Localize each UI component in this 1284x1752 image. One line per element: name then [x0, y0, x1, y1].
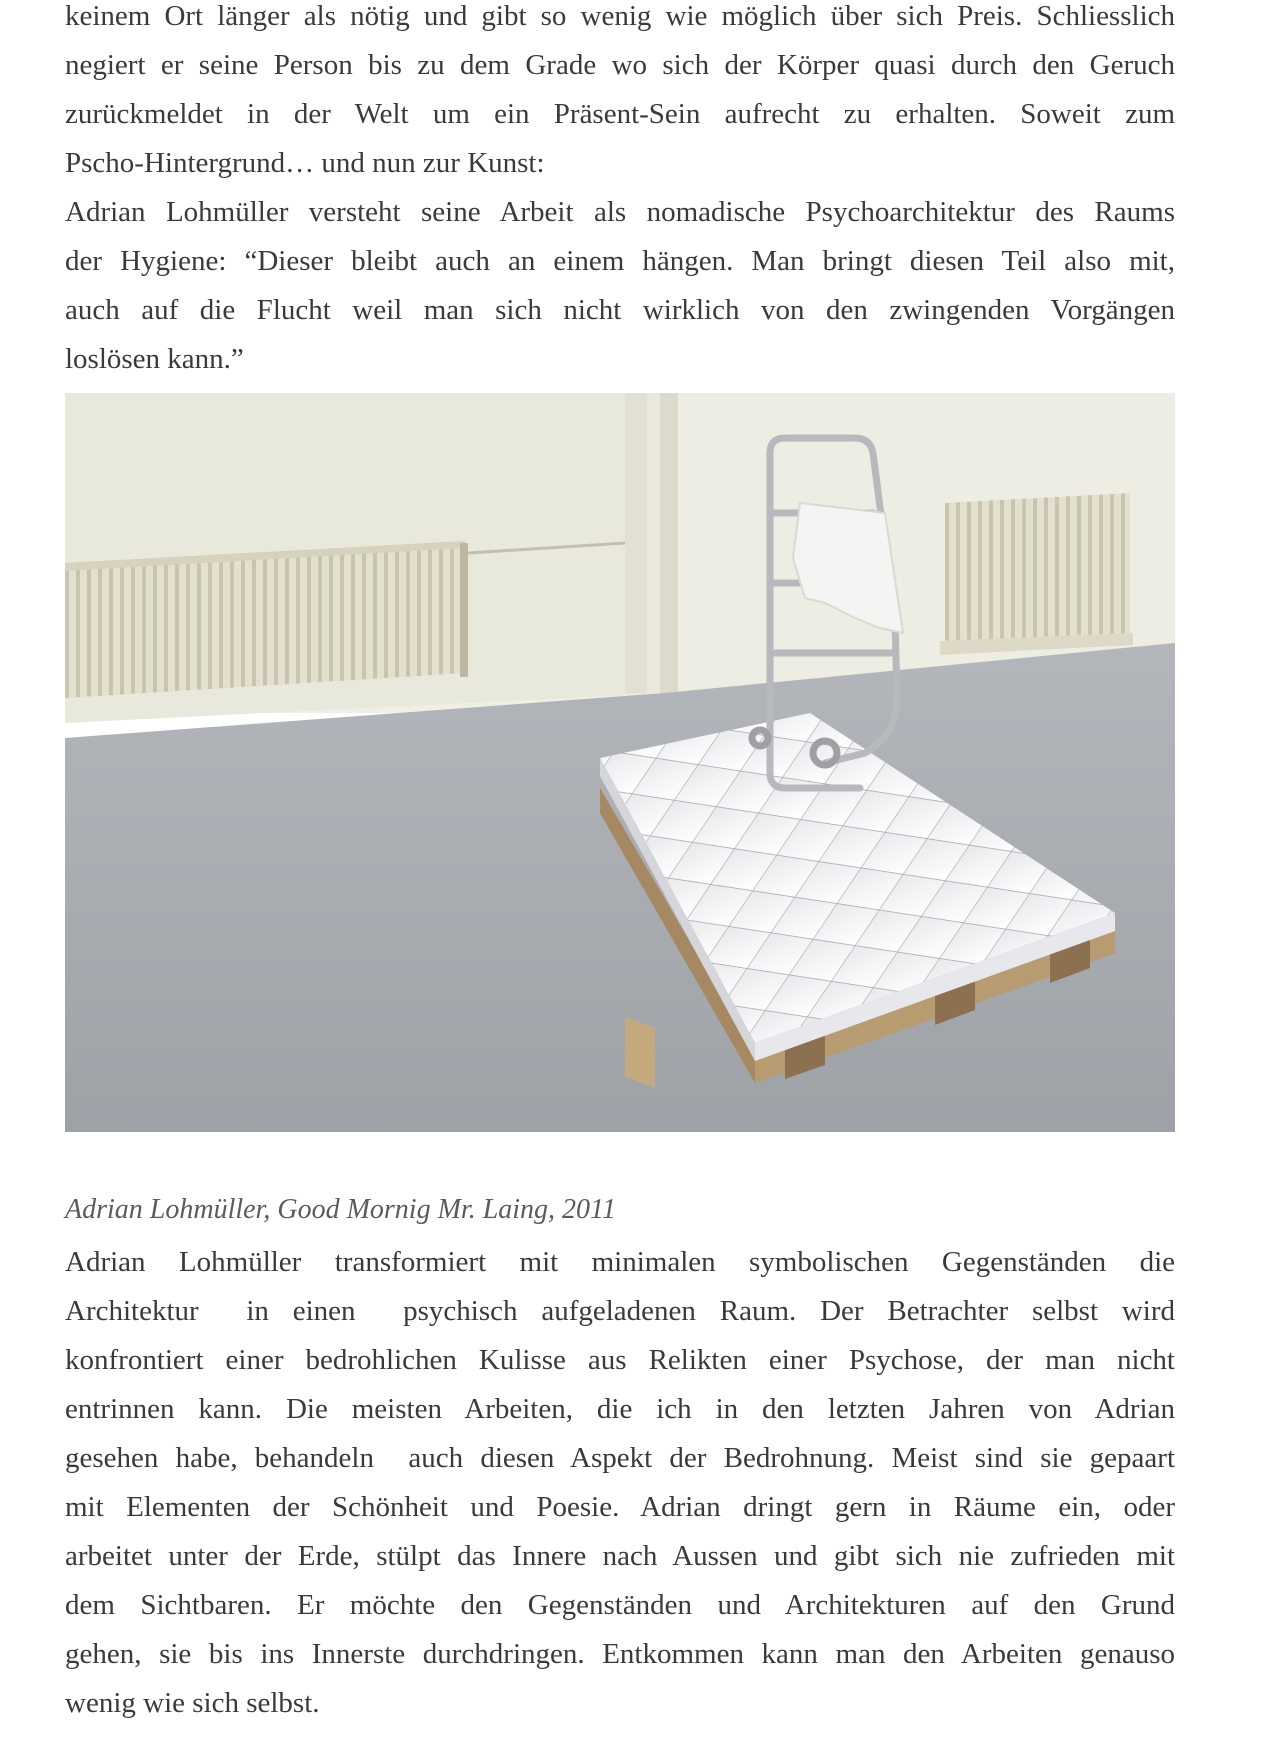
body-paragraph-2 [65, 1238, 1175, 1728]
text-line: auch auf die Flucht weil man sich nicht wirklich von den zwingenden Vorgängen [65, 294, 1175, 326]
text-line: negiert er seine Person bis zu dem Grade wo sich der Körper quasi durch den Geruch [65, 49, 1175, 81]
artwork-photo [65, 393, 1175, 1132]
text-line: keinem Ort länger als nötig und gibt so wenig wie möglich über sich Preis. Schliesslich [65, 0, 1175, 32]
text-line: Adrian Lohmüller transformiert mit minimalen symbolischen Gegenständen die [65, 1246, 1175, 1278]
text-line: der Hygiene: “Dieser bleibt auch an einem hängen. Man bringt diesen Teil also mit, [65, 245, 1175, 277]
body-paragraph-1 [65, 0, 1175, 384]
text-line: dem Sichtbaren. Er möchte den Gegenständen und Architekturen auf den Grund [65, 1589, 1175, 1621]
text-line: gesehen habe, behandeln auch diesen Aspekt der Bedrohnung. Meist sind sie gepaart [65, 1442, 1175, 1474]
text-line: entrinnen kann. Die meisten Arbeiten, die ich in den letzten Jahren von Adrian [65, 1393, 1175, 1425]
text-line: Adrian Lohmüller versteht seine Arbeit als nomadische Psychoarchitektur des Raums [65, 196, 1175, 228]
text-line: loslösen kann.” [65, 343, 244, 375]
text-line: wenig wie sich selbst. [65, 1687, 320, 1719]
text-line: Architektur in einen psychisch aufgeladenen Raum. Der Betrachter selbst wird [65, 1295, 1175, 1327]
text-line: zurückmeldet in der Welt um ein Präsent-Sein aufrecht zu erhalten. Soweit zum [65, 98, 1175, 130]
text-line: arbeitet unter der Erde, stülpt das Innere nach Aussen und gibt sich nie zufrieden mit [65, 1540, 1175, 1572]
radiator-right [940, 493, 1133, 655]
text-line: Pscho-Hintergrund… und nun zur Kunst: [65, 147, 545, 179]
text-line: konfrontiert einer bedrohlichen Kulisse aus Relikten einer Psychose, der man nicht [65, 1344, 1175, 1376]
image-caption: Adrian Lohmüller, Good Mornig Mr. Laing, 2011 [65, 1194, 616, 1225]
text-line: gehen, sie bis ins Innerste durchdringen. Entkommen kann man den Arbeiten genauso [65, 1638, 1175, 1670]
text-line: mit Elementen der Schönheit und Poesie. Adrian dringt gern in Räume ein, oder [65, 1491, 1175, 1523]
